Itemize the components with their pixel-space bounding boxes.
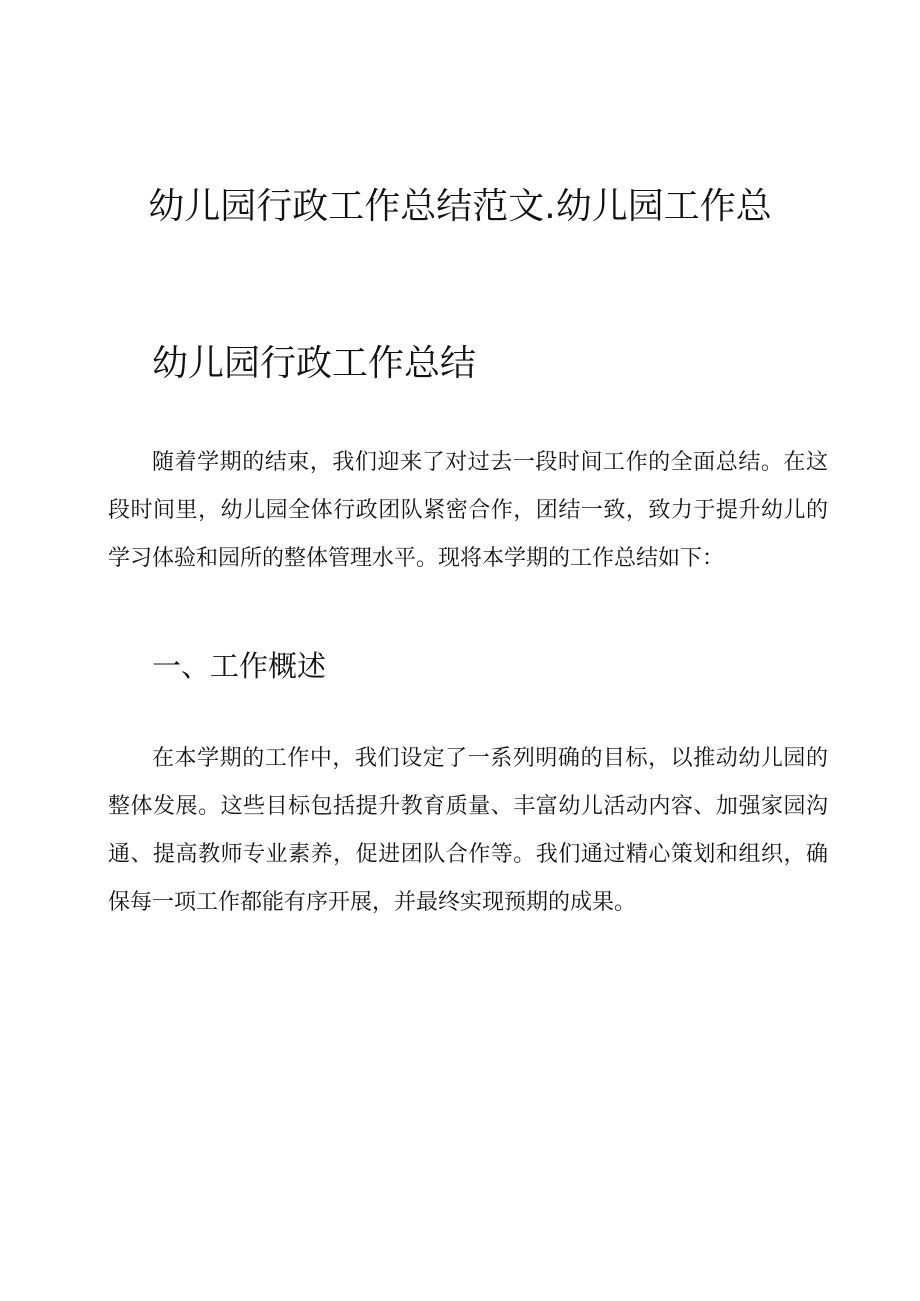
subsection-heading-overview: 一、工作概述 (152, 649, 327, 683)
document-title: 幼儿园行政工作总结范文.幼儿园工作总 (148, 186, 772, 227)
overview-paragraph: 在本学期的工作中，我们设定了一系列明确的目标，以推动幼儿园的整体发展。这些目标包括提升教育质量、丰富幼儿活动内容、加强家园沟通、提高教师专业素养，促进团队合作等。我们通过精心策划和组织，确保每一项工作都能有序开展，并最终实现预期的成果。 (108, 746, 828, 915)
intro-paragraph: 随着学期的结束，我们迎来了对过去一段时间工作的全面总结。在这段时间里，幼儿园全体行政团队紧密合作，团结一致，致力于提升幼儿的学习体验和园所的整体管理水平。现将本学期的工作总结如下： (108, 450, 828, 571)
section-heading: 幼儿园行政工作总结 (152, 343, 477, 384)
